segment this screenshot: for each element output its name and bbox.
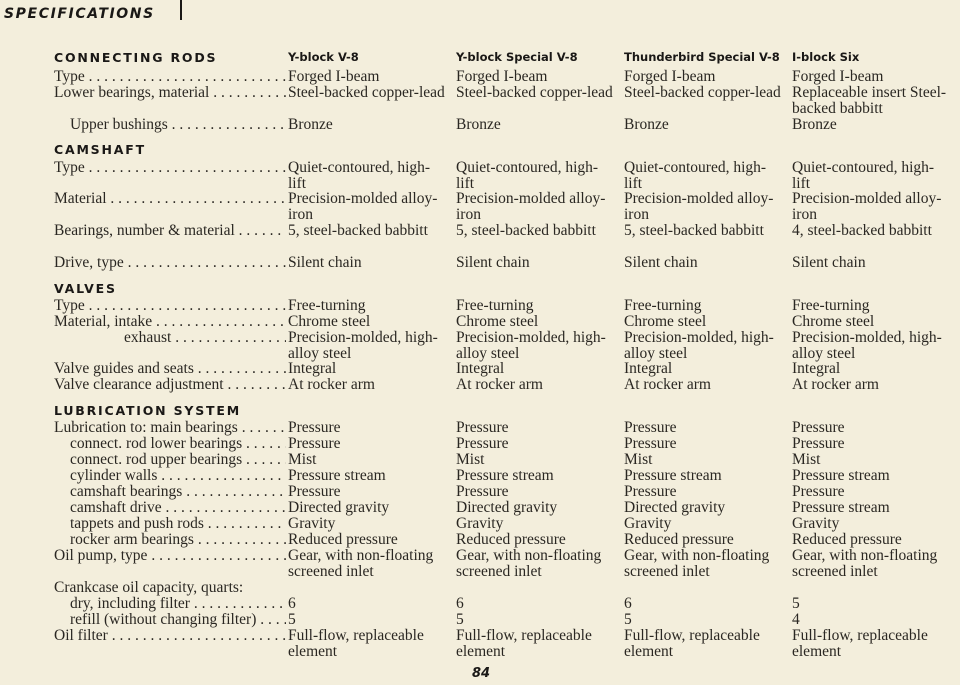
spec-value: Quiet-contoured, high-lift <box>288 159 431 192</box>
spec-value: Bronze <box>456 116 501 133</box>
spec-value: Mist <box>624 451 653 468</box>
spec-value: Free-turning <box>456 297 534 314</box>
spec-value: Silent chain <box>456 254 530 271</box>
spec-value: Pressure stream <box>456 467 554 484</box>
spec-label: Oil pump, type . . . <box>54 548 286 564</box>
spec-label: Upper bushings . . . <box>70 117 286 133</box>
spec-value: Mist <box>792 451 821 468</box>
spec-label: Material, intake . . . <box>54 314 286 330</box>
spec-value: Pressure <box>288 419 341 436</box>
spec-value: Gear, with non-floating screened inlet <box>456 547 602 580</box>
spec-value: Precision-molded alloy-iron <box>792 190 942 223</box>
spec-value: Pressure <box>792 483 845 500</box>
spec-label: cylinder walls . . . <box>70 468 286 484</box>
spec-label: Material . . . <box>54 191 286 207</box>
spec-value: Directed gravity <box>456 499 558 516</box>
spec-label: Bearings, number & material . . . <box>54 223 286 239</box>
spec-value: Precision-molded alloy-iron <box>624 190 774 223</box>
spec-value: Silent chain <box>624 254 698 271</box>
spec-value: Pressure <box>288 483 341 500</box>
spec-value: Directed gravity <box>624 499 726 516</box>
spec-value: Chrome steel <box>624 313 707 330</box>
spec-value: Precision-molded alloy-iron <box>456 190 606 223</box>
spec-value: 4 <box>792 611 800 628</box>
spec-value: Integral <box>288 360 337 377</box>
spec-label: Type . . . <box>54 69 286 85</box>
column-header-y-block-special-v8: Y-block Special V-8 <box>456 50 578 64</box>
spec-value: Replaceable insert Steel-backed babbitt <box>792 84 947 117</box>
spec-value: 5 <box>456 611 464 628</box>
spec-value: Integral <box>792 360 841 377</box>
spec-label: refill (without changing filter) . . . <box>70 612 286 628</box>
spec-value: Reduced pressure <box>456 531 566 548</box>
section-title: CAMSHAFT <box>54 142 146 157</box>
spec-value: Chrome steel <box>288 313 371 330</box>
spec-value: Integral <box>624 360 673 377</box>
spec-value: 5 <box>624 611 632 628</box>
spec-value: Full-flow, replaceable element <box>288 627 424 660</box>
spec-value: Chrome steel <box>792 313 875 330</box>
spec-value: Gear, with non-floating screened inlet <box>792 547 938 580</box>
spec-value: Silent chain <box>288 254 362 271</box>
spec-value: Integral <box>456 360 505 377</box>
spec-value: Precision-molded, high-alloy steel <box>792 329 942 362</box>
spec-value: Reduced pressure <box>624 531 734 548</box>
spec-value: Quiet-contoured, high-lift <box>624 159 767 192</box>
spec-value: Steel-backed copper-lead <box>624 84 781 101</box>
spec-value: Pressure <box>288 435 341 452</box>
spec-value: 5, steel-backed babbitt <box>456 222 596 239</box>
spec-label: Lubrication to: main bearings . . . <box>54 420 286 436</box>
spec-value: Gravity <box>624 515 672 532</box>
spec-value: Free-turning <box>792 297 870 314</box>
spec-value: Mist <box>288 451 317 468</box>
spec-label: Valve clearance adjustment . . . <box>54 377 286 393</box>
column-header-y-block-v8: Y-block V-8 <box>288 50 359 64</box>
spec-value: Bronze <box>288 116 333 133</box>
spec-label: Crankcase oil capacity, quarts: <box>54 580 244 596</box>
spec-value: At rocker arm <box>288 376 375 393</box>
spec-value: Forged I-beam <box>792 68 884 85</box>
spec-value: Chrome steel <box>456 313 539 330</box>
spec-label: Valve guides and seats . . . <box>54 361 286 377</box>
spec-value: Pressure <box>624 419 677 436</box>
spec-value: Full-flow, replaceable element <box>792 627 928 660</box>
spec-label: Lower bearings, material . . . <box>54 85 286 101</box>
spec-label: Drive, type . . . <box>54 255 286 271</box>
spec-value: Steel-backed copper-lead <box>288 84 445 101</box>
spec-value: Quiet-contoured, high-lift <box>456 159 599 192</box>
spec-value: Mist <box>456 451 485 468</box>
spec-label: Type . . . <box>54 298 286 314</box>
spec-value: Directed gravity <box>288 499 390 516</box>
spec-value: Gravity <box>288 515 336 532</box>
spec-value: Gravity <box>456 515 504 532</box>
spec-label: connect. rod upper bearings . . . <box>70 452 286 468</box>
spec-value: Pressure stream <box>288 467 386 484</box>
spec-label: connect. rod lower bearings . . . <box>70 436 286 452</box>
spec-label: dry, including filter . . . <box>70 596 286 612</box>
spec-value: 5 <box>792 595 800 612</box>
spec-label: Type . . . <box>54 160 286 176</box>
spec-label: Oil filter . . . <box>54 628 286 644</box>
spec-value: 5, steel-backed babbitt <box>624 222 764 239</box>
spec-label: exhaust . . . <box>124 330 286 346</box>
spec-value: Forged I-beam <box>624 68 716 85</box>
spec-value: Reduced pressure <box>288 531 398 548</box>
spec-value: Bronze <box>792 116 837 133</box>
spec-value: Forged I-beam <box>288 68 380 85</box>
section-title: CONNECTING RODS <box>54 50 218 65</box>
spec-value: Gravity <box>792 515 840 532</box>
spec-value: Steel-backed copper-lead <box>456 84 613 101</box>
spec-value: 6 <box>288 595 296 612</box>
spec-value: Pressure <box>624 483 677 500</box>
spec-value: Reduced pressure <box>792 531 902 548</box>
spec-value: Free-turning <box>288 297 366 314</box>
spec-value: Silent chain <box>792 254 866 271</box>
spec-label: camshaft bearings . . . <box>70 484 286 500</box>
spec-value: Precision-molded, high-alloy steel <box>456 329 606 362</box>
spec-value: Pressure <box>456 419 509 436</box>
page-number: 84 <box>472 666 491 681</box>
spec-value: Pressure stream <box>792 467 890 484</box>
spec-value: Pressure stream <box>624 467 722 484</box>
spec-value: 5 <box>288 611 296 628</box>
spec-label: camshaft drive . . . <box>70 500 286 516</box>
header-divider <box>180 0 182 20</box>
spec-label: rocker arm bearings . . . <box>70 532 286 548</box>
page-header: SPECIFICATIONS <box>4 6 155 22</box>
spec-value: 6 <box>456 595 464 612</box>
spec-value: Pressure <box>792 435 845 452</box>
spec-value: Precision-molded, high-alloy steel <box>288 329 438 362</box>
spec-value: Pressure stream <box>792 499 890 516</box>
spec-value: Bronze <box>624 116 669 133</box>
column-header-thunderbird-special-v8: Thunderbird Special V-8 <box>624 50 780 64</box>
spec-value: 6 <box>624 595 632 612</box>
column-header-i-block-six: I-block Six <box>792 50 860 64</box>
spec-value: 4, steel-backed babbitt <box>792 222 932 239</box>
spec-value: Precision-molded, high-alloy steel <box>624 329 774 362</box>
spec-value: Pressure <box>456 435 509 452</box>
spec-value: Forged I-beam <box>456 68 548 85</box>
spec-value: Pressure <box>456 483 509 500</box>
spec-value: Pressure <box>624 435 677 452</box>
spec-value: Gear, with non-floating screened inlet <box>624 547 770 580</box>
spec-value: Free-turning <box>624 297 702 314</box>
spec-value: Full-flow, replaceable element <box>624 627 760 660</box>
spec-value: At rocker arm <box>624 376 711 393</box>
spec-value: Full-flow, replaceable element <box>456 627 592 660</box>
spec-value: 5, steel-backed babbitt <box>288 222 428 239</box>
spec-value: At rocker arm <box>456 376 543 393</box>
spec-label: tappets and push rods . . . <box>70 516 286 532</box>
section-title: VALVES <box>54 281 117 296</box>
spec-value: Precision-molded alloy-iron <box>288 190 438 223</box>
section-title: LUBRICATION SYSTEM <box>54 403 241 418</box>
spec-value: At rocker arm <box>792 376 879 393</box>
spec-value: Pressure <box>792 419 845 436</box>
spec-value: Quiet-contoured, high-lift <box>792 159 935 192</box>
spec-value: Gear, with non-floating screened inlet <box>288 547 434 580</box>
